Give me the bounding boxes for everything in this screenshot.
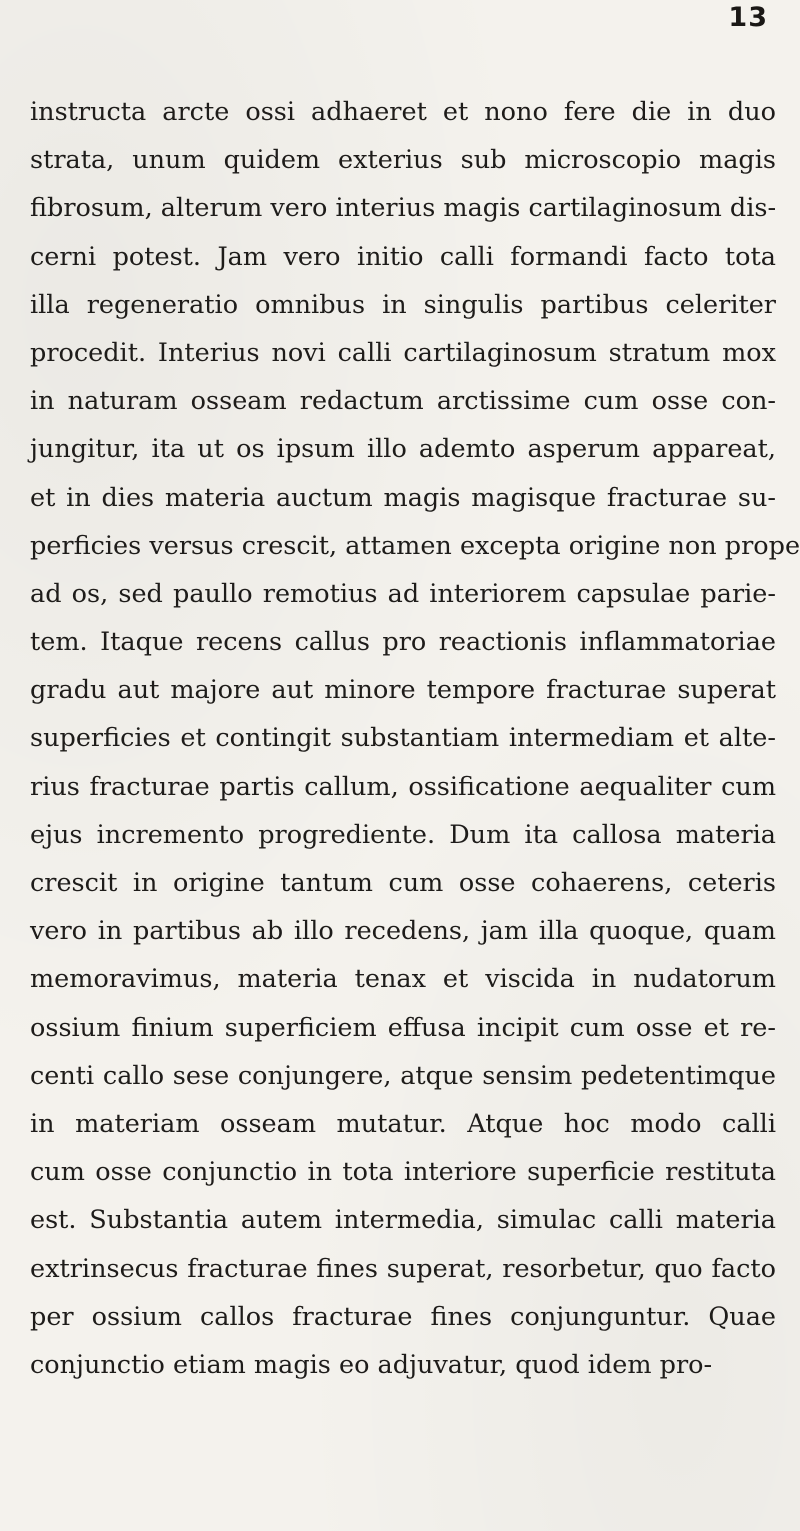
text-line: et in dies materia auctum magis magisque fracturae su- — [30, 482, 776, 513]
text-line: jungitur, ita ut os ipsum illo ademto asperum appareat, — [30, 434, 776, 465]
text-line: tem. Itaque recens callus pro reactionis inflammatoriae — [30, 627, 776, 658]
text-line: in naturam osseam redactum arctissime cum osse con- — [30, 386, 776, 417]
text-line: ad os, sed paullo remotius ad interiorem capsulae parie- — [30, 578, 776, 609]
text-line: procedit. Interius novi calli cartilaginosum stratum mox — [30, 337, 776, 368]
text-line: instructa arcte ossi adhaeret et nono fere die in duo — [30, 97, 776, 127]
body-text — [30, 88, 800, 1389]
text-line: illa regeneratio omnibus in singulis partibus celeriter — [30, 289, 776, 320]
text-line: vero in partibus ab illo recedens, jam illa quoque, quam — [30, 916, 776, 947]
text-line: cerni potest. Jam vero initio calli formandi facto tota — [30, 241, 776, 272]
text-line: memoravimus, materia tenax et viscida in nudatorum — [30, 964, 776, 995]
text-line: gradu aut majore aut minore tempore fracturae superat — [30, 675, 776, 706]
text-line: per ossium callos fracturae fines conjunguntur. Quae — [30, 1301, 776, 1332]
text-line: fibrosum, alterum vero interius magis cartilaginosum dis- — [30, 193, 777, 224]
text-line: perficies versus crescit, attamen excepta origine non prope — [30, 530, 800, 561]
text-line: ejus incremento progrediente. Dum ita callosa materia — [30, 819, 776, 850]
text-line: rius fracturae partis callum, ossificatione aequaliter cum — [30, 771, 776, 802]
text-line: extrinsecus fracturae fines superat, resorbetur, quo facto — [30, 1253, 776, 1284]
text-line: centi callo sese conjungere, atque sensim pedetentimque — [30, 1060, 776, 1091]
text-line: conjunctio etiam magis eo adjuvatur, quod idem pro- — [30, 1349, 713, 1380]
text-line: est. Substantia autem intermedia, simulac calli materia — [30, 1205, 776, 1236]
text-line: superficies et contingit substantiam intermediam et alte- — [30, 723, 776, 754]
page-number: 13 — [728, 2, 768, 33]
text-line: cum osse conjunctio in tota interiore superficie restituta — [30, 1157, 776, 1188]
text-line: in materiam osseam mutatur. Atque hoc modo calli — [30, 1108, 776, 1139]
text-line: strata, unum quidem exterius sub microscopio magis — [30, 145, 776, 176]
text-line: ossium finium superficiem effusa incipit cum osse et re- — [30, 1012, 776, 1043]
text-line: crescit in origine tantum cum osse cohaerens, ceteris — [30, 868, 776, 898]
